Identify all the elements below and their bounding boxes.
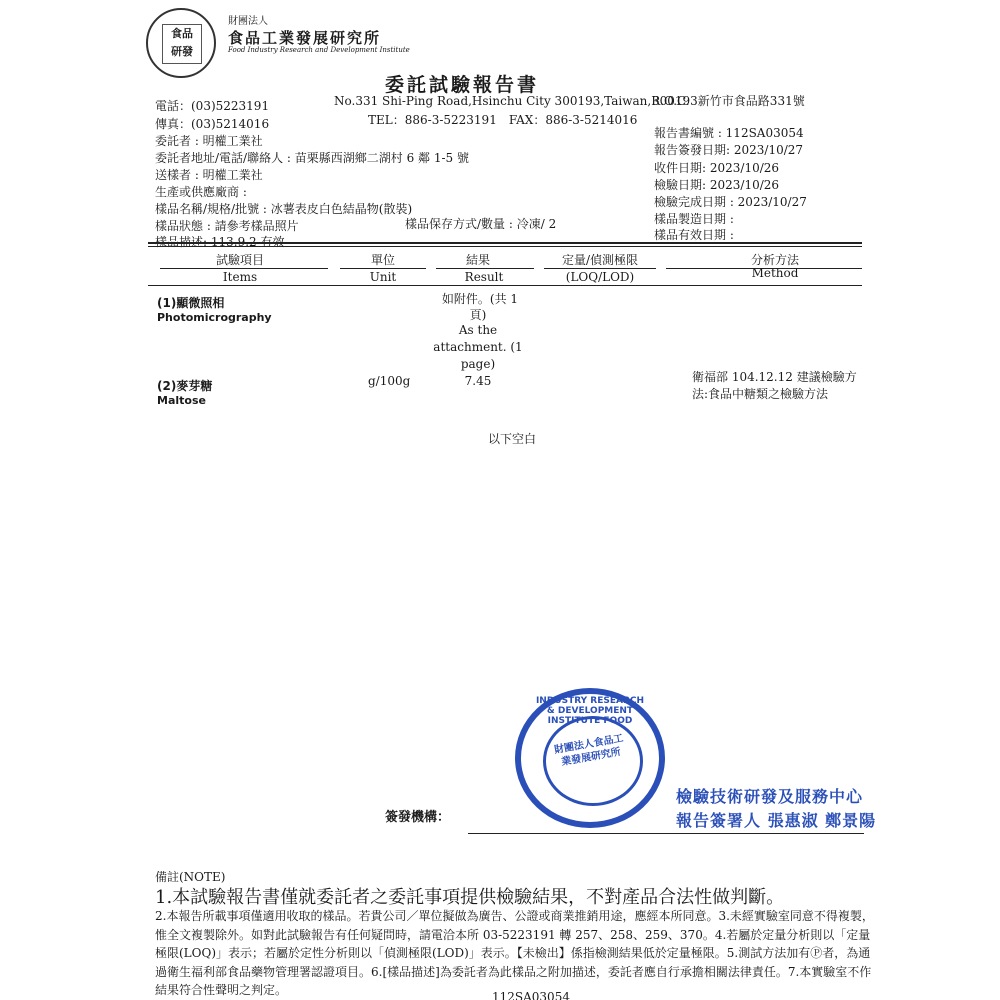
client-field: 送樣者 : 明權工業社 xyxy=(155,168,263,182)
divider xyxy=(148,246,862,247)
divider xyxy=(340,268,426,269)
phone: 電話：(03)5223191 xyxy=(155,99,270,113)
divider xyxy=(544,268,656,269)
header-limit-zh: 定量/偵測極限 xyxy=(561,253,639,267)
signature-line xyxy=(468,833,864,834)
header-result-zh: 結果 xyxy=(465,253,491,267)
header-items-zh: 試驗項目 xyxy=(215,253,265,267)
header-method-en: Method xyxy=(751,266,799,280)
note-1: 1.本試驗報告書僅就委託者之委託事項提供檢驗結果，不對產品合法性做判斷。 xyxy=(155,887,785,908)
divider xyxy=(436,268,534,269)
result-line: As the xyxy=(458,323,498,337)
header-items-en: Items xyxy=(222,270,258,284)
institute-seal-logo: 食品 研發 xyxy=(146,8,216,78)
item-en: Maltose xyxy=(157,394,206,407)
item-zh: (2)麥芽糖 xyxy=(157,379,213,393)
item-zh: (1)顯微照相 xyxy=(157,296,225,310)
client-field: 委託者 : 明權工業社 xyxy=(155,134,263,148)
header-unit-zh: 單位 xyxy=(370,253,396,267)
client-field: 委託者地址/電話/聯絡人 : 苗栗縣西湖鄉二湖村 6 鄰 1-5 號 xyxy=(155,151,469,165)
notes-body: 2.本報告所載事項僅適用收取的樣品。若貴公司／單位擬做為廣告、公證或商業推銷用途，應經本所同意。3.未經實驗室同意不得複製，惟全文複製除外。如對此試驗報告有任何疑問時，請電洽本所 03-5223191 轉 257、258、259、370。4.若屬於定量分析則以「定量極限(LOQ)」表示；若屬於定性分析則以「偵測極限(LOD)」表示。【未檢出】係指檢測結果低於定量極限。5.測試方法加有Ⓟ者，為通過衛生福利部食品藥物管理署認證項目。6.[樣品描述]為委託者為此樣品之附加描述，委託者應自行承擔相關法律責任。7.本實驗室不作結果符合性聲明之判定。 xyxy=(155,909,874,997)
result-line: attachment. (1 xyxy=(433,340,523,354)
report-field: 樣品有效日期 : xyxy=(654,228,734,242)
org-name-en: Food Industry Research and Development Institute xyxy=(228,46,410,54)
divider xyxy=(160,268,328,269)
result-line: 如附件。(共 1 xyxy=(441,292,519,306)
header-limit-en: (LOQ/LOD) xyxy=(565,270,635,284)
report-field: 報告書編號 : 112SA03054 xyxy=(654,126,804,140)
unit: g/100g xyxy=(368,374,411,388)
client-field: 樣品名稱/規格/批號 : 冰薯表皮白色結晶物(散裝) xyxy=(155,202,413,216)
report-title: 委託試驗報告書 xyxy=(384,74,540,96)
footer-report-number: 112SA03054 xyxy=(492,990,570,1000)
issuing-agency-label: 簽發機構： xyxy=(385,810,451,825)
client-field: 生產或供應廠商 : xyxy=(155,185,247,199)
header-method-zh: 分析方法 xyxy=(750,253,800,267)
report-field: 報告簽發日期: 2023/10/27 xyxy=(654,143,804,157)
stamp-outer-text: INDUSTRY RESEARCH & DEVELOPMENT INSTITUTE FOOD xyxy=(535,696,645,726)
report-field: 收件日期: 2023/10/26 xyxy=(654,161,780,175)
method-line: 衛福部 104.12.12 建議檢驗方 xyxy=(692,370,857,384)
report-field: 樣品製造日期 : xyxy=(654,212,734,226)
org-prefix: 財團法人 xyxy=(228,16,268,27)
client-field: 樣品狀態 : 請參考樣品照片 xyxy=(155,219,299,233)
signature-dept: 檢驗技術研發及服務中心 xyxy=(676,787,864,806)
report-field: 檢驗日期: 2023/10/26 xyxy=(654,178,780,192)
address-zh: 300193新竹市食品路331號 xyxy=(652,94,805,108)
org-name: 食品工業發展研究所 xyxy=(228,29,382,47)
official-stamp xyxy=(515,688,665,828)
stamp-inner-text: 財團法人食品工業發展研究所 xyxy=(553,733,625,769)
report-field: 檢驗完成日期 : 2023/10/27 xyxy=(654,195,807,209)
end-of-results: 以下空白 xyxy=(487,432,537,446)
item-en: Photomicrography xyxy=(157,311,272,324)
result-value: 7.45 xyxy=(464,374,492,388)
notes-title: 備註(NOTE) xyxy=(155,870,226,884)
method-line: 法:食品中糖類之檢驗方法 xyxy=(692,387,829,401)
storage-field: 樣品保存方式/數量 : 冷凍/ 2 xyxy=(405,217,557,231)
divider xyxy=(148,285,862,286)
divider xyxy=(148,242,862,244)
header-result-en: Result xyxy=(464,270,504,284)
tel-fax-en: TEL：886-3-5223191 FAX：886-3-5214016 xyxy=(368,113,638,127)
result-line: page) xyxy=(460,357,496,371)
address-en: No.331 Shi-Ping Road,Hsinchu City 300193,Taiwan,R.O.C. xyxy=(334,94,690,108)
signature-signers: 報告簽署人 張惠淑 鄭景陽 xyxy=(676,811,877,830)
result-line: 頁) xyxy=(469,308,487,322)
fax: 傳真：(03)5214016 xyxy=(155,117,270,131)
header-unit-en: Unit xyxy=(369,270,397,284)
